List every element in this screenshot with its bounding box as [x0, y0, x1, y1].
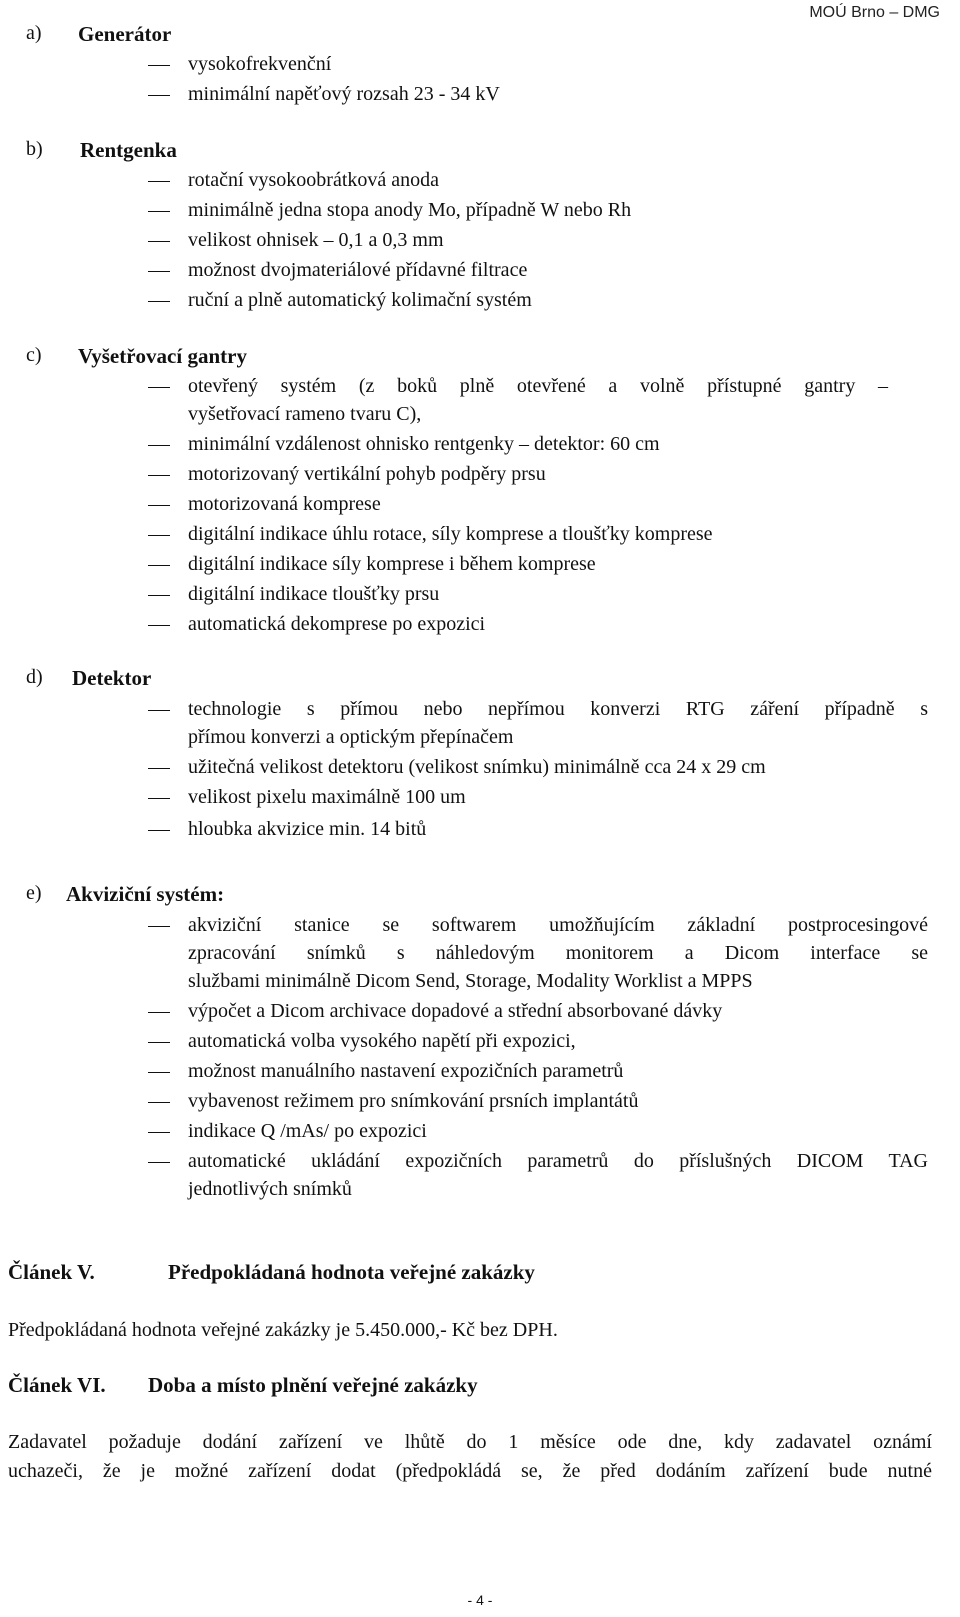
list-item-continuation: službami minimálně Dicom Send, Storage, Modality Worklist a MPPS — [188, 970, 753, 992]
bullet-dash — [148, 1042, 170, 1043]
list-item: automatická volba vysokého napětí při expozici, — [188, 1030, 576, 1052]
bullet-dash — [148, 181, 170, 182]
article-5-title: Předpokládaná hodnota veřejné zakázky — [168, 1260, 535, 1284]
bullet-dash — [148, 475, 170, 476]
section-e-label: e) — [26, 882, 42, 904]
bullet-dash — [148, 565, 170, 566]
bullet-dash — [148, 1072, 170, 1073]
bullet-dash — [148, 241, 170, 242]
bullet-dash — [148, 211, 170, 212]
bullet-dash — [148, 387, 170, 388]
bullet-dash — [148, 1012, 170, 1013]
section-d-title: Detektor — [72, 666, 152, 690]
bullet-dash — [148, 798, 170, 799]
list-item: motorizovaná komprese — [188, 493, 381, 515]
section-d-label: d) — [26, 666, 43, 688]
list-item: velikost pixelu maximálně 100 um — [188, 786, 466, 808]
section-e-title: Akviziční systém: — [66, 882, 225, 906]
section-a-title: Generátor — [78, 22, 172, 46]
page-number: - 4 - — [467, 1592, 493, 1608]
article-6-text-line-2: uchazeči, že je možné zařízení dodat (předpokládá se, že před dodáním zařízení bude nutné — [8, 1460, 932, 1482]
bullet-dash — [148, 710, 170, 711]
list-item: digitální indikace síly komprese i během komprese — [188, 553, 596, 575]
list-item: možnost manuálního nastavení expozičních parametrů — [188, 1060, 624, 1082]
list-item: automatické ukládání expozičních parametrů do příslušných DICOM TAG — [188, 1150, 928, 1172]
article-6-title: Doba a místo plnění veřejné zakázky — [148, 1373, 478, 1397]
list-item-continuation: zpracování snímků s náhledovým monitorem a Dicom interface se — [188, 942, 928, 964]
bullet-dash — [148, 830, 170, 831]
section-b-title: Rentgenka — [80, 138, 177, 162]
article-5-number: Článek V. — [8, 1260, 95, 1284]
list-item: velikost ohnisek – 0,1 a 0,3 mm — [188, 229, 444, 251]
bullet-dash — [148, 445, 170, 446]
list-item: hloubka akvizice min. 14 bitů — [188, 818, 427, 840]
list-item: technologie s přímou nebo nepřímou konverzi RTG záření případně s — [188, 698, 928, 720]
list-item: vybavenost režimem pro snímkování prsních implantátů — [188, 1090, 639, 1112]
bullet-dash — [148, 271, 170, 272]
list-item: akviziční stanice se softwarem umožňujícím základní postprocesingové — [188, 914, 928, 936]
article-6-number: Článek VI. — [8, 1373, 106, 1397]
bullet-dash — [148, 65, 170, 66]
section-b-label: b) — [26, 138, 43, 160]
list-item: možnost dvojmateriálové přídavné filtrace — [188, 259, 528, 281]
list-item: motorizovaný vertikální pohyb podpěry prsu — [188, 463, 546, 485]
bullet-dash — [148, 505, 170, 506]
bullet-dash — [148, 301, 170, 302]
bullet-dash — [148, 1162, 170, 1163]
list-item-continuation: jednotlivých snímků — [188, 1178, 352, 1200]
list-item: digitální indikace tloušťky prsu — [188, 583, 440, 605]
list-item-continuation: přímou konverzi a optickým přepínačem — [188, 726, 514, 748]
list-item: výpočet a Dicom archivace dopadové a střední absorbované dávky — [188, 1000, 723, 1022]
bullet-dash — [148, 768, 170, 769]
list-item: užitečná velikost detektoru (velikost snímku) minimálně cca 24 x 29 cm — [188, 756, 766, 778]
list-item-continuation: vyšetřovací rameno tvaru C), — [188, 403, 422, 425]
bullet-dash — [148, 1102, 170, 1103]
section-a-label: a) — [26, 22, 42, 44]
list-item: minimálně jedna stopa anody Mo, případně W nebo Rh — [188, 199, 632, 221]
article-5-text: Předpokládaná hodnota veřejné zakázky je 5.450.000,- Kč bez DPH. — [8, 1319, 558, 1341]
list-item: ruční a plně automatický kolimační systém — [188, 289, 532, 311]
bullet-dash — [148, 535, 170, 536]
list-item: indikace Q /mAs/ po expozici — [188, 1120, 427, 1142]
section-c-title: Vyšetřovací gantry — [78, 344, 247, 368]
list-item: minimální napěťový rozsah 23 - 34 kV — [188, 83, 500, 105]
section-c-label: c) — [26, 344, 42, 366]
bullet-dash — [148, 926, 170, 927]
list-item: vysokofrekvenční — [188, 53, 332, 75]
bullet-dash — [148, 1132, 170, 1133]
list-item: digitální indikace úhlu rotace, síly komprese a tloušťky komprese — [188, 523, 713, 545]
list-item: rotační vysokoobrátková anoda — [188, 169, 440, 191]
page-header: MOÚ Brno – DMG — [809, 4, 940, 21]
bullet-dash — [148, 595, 170, 596]
list-item: otevřený systém (z boků plně otevřené a volně přístupné gantry – — [188, 375, 888, 397]
list-item: automatická dekomprese po expozici — [188, 613, 486, 635]
bullet-dash — [148, 625, 170, 626]
list-item: minimální vzdálenost ohnisko rentgenky – detektor: 60 cm — [188, 433, 660, 455]
bullet-dash — [148, 95, 170, 96]
article-6-text-line-1: Zadavatel požaduje dodání zařízení ve lhůtě do 1 měsíce ode dne, kdy zadavatel oznámí — [8, 1431, 932, 1453]
